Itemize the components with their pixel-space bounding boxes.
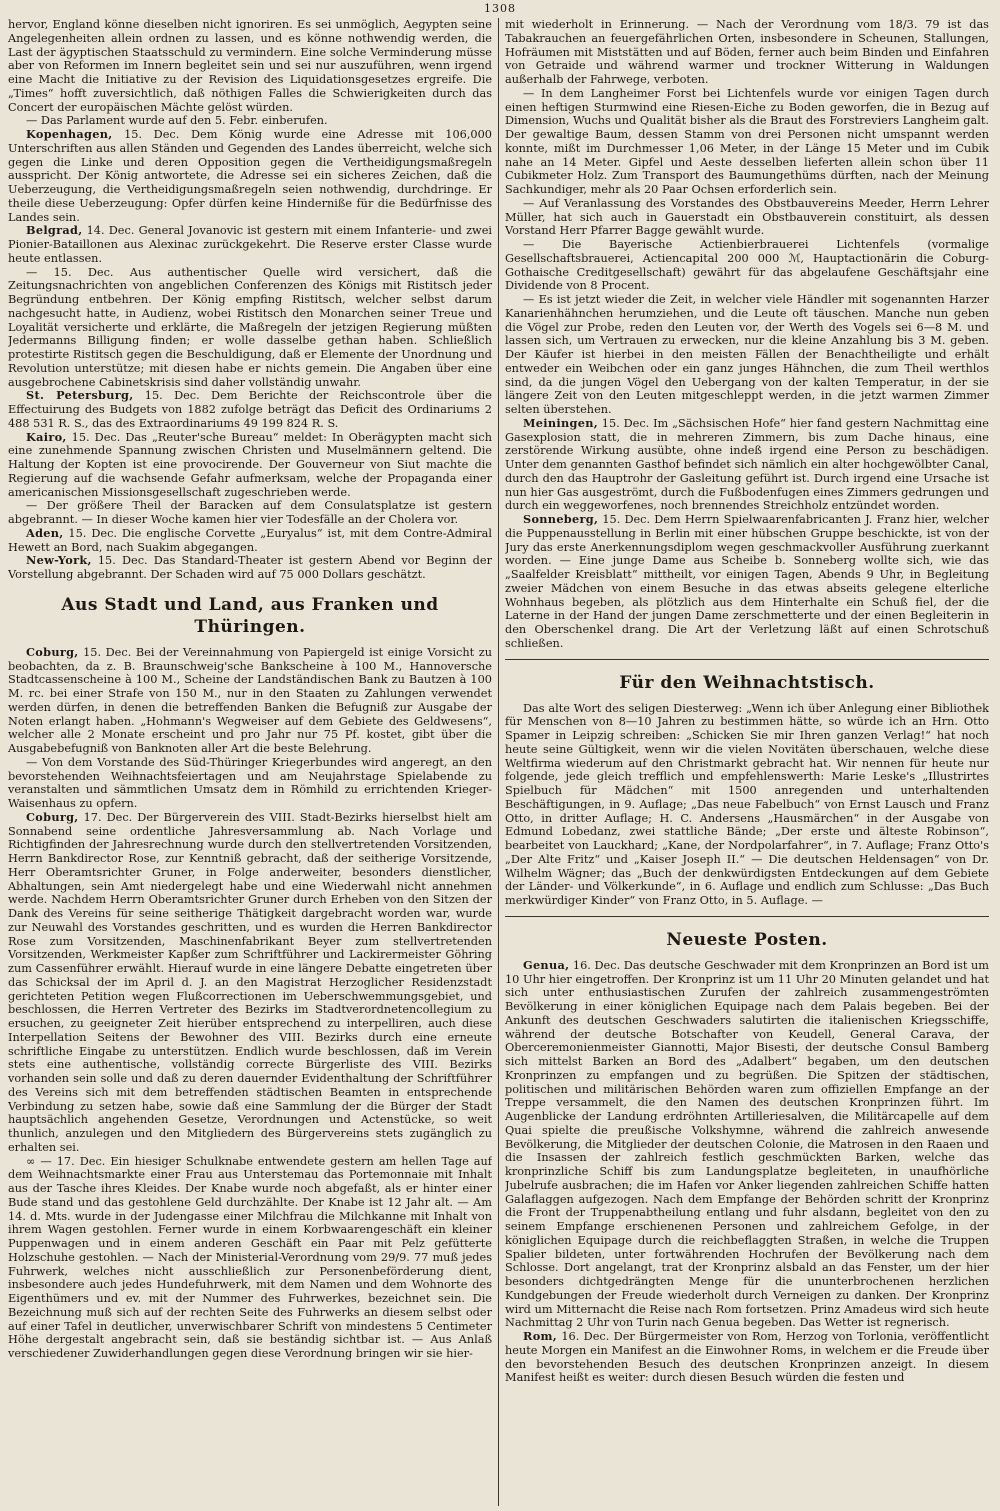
right-column <box>505 18 989 1506</box>
dateline: New-York, <box>26 553 92 568</box>
dateline: Sonneberg, <box>523 512 599 526</box>
dateline: Rom, <box>523 1329 558 1343</box>
article-paragraph: ∞ — 17. Dec. Ein hiesiger Schulknabe entwendete gestern am hellen Tage auf dem Weihnachtsmarkte einer Frau aus Unterstemau das Portemonnaie mit Inhalt aus der Tasche ihres Kleides. Der Knabe wurde noch abgefaßt, als er hinter einer Bude stand und das gestohlene Geld durchzählte. Der Knabe ist 12 Jahr alt. — Am 14. d. Mts. wurde in der Judengasse einer Milchfrau die Milchkanne mit Inhalt von ihrem Wagen gestohlen. Ferner wurde in einem Korbwaarengeschäft ein kleiner Puppenwagen und in einem anderen Geschäft ein Paar mit Pelz gefütterte Holzschuhe gestohlen. — Nach der Ministerial-Verordnung vom 29/9. 77 muß jedes Fuhrwerk, welches nicht ausschließlich zur Personenbeförderung dient, insbesondere auch jedes Hundefuhrwerk, mit dem Namen und dem Wohnorte des Eigenthümers und ev. mit der Nummer des Fuhrwerkes, bezeichnet sein. Die Bezeichnung muß sich auf der rechten Seite des Fuhrwerks an diesem selbst oder auf einer Tafel in deutlicher, unverwischbarer Schrift von mindestens 5 Centimeter Höhe dergestalt angebracht sein, daß sie beständig sichtbar ist. — Aus Anlaß verschiedener Zuwiderhandlungen gegen diese Verordnung bringen wir sie hier- <box>8 1154 492 1360</box>
article-paragraph: — Der größere Theil der Baracken auf dem Consulatsplatze ist gestern abgebrannt. — In dieser Woche kamen hier vier Todesfälle an der Cholera vor. <box>8 499 492 526</box>
article-text: 15. Dec. Das „Reuter'sche Bureau“ meldet: In Oberägypten macht sich eine zunehmende Spannung zwischen Christen und Muselmännern geltend. Die Haltung der Kopten ist eine provocirende. Der Gouverneur von Siut machte die Regierung auf die wachsende Gefahr aufmerksam, welche der Propaganda einer americanischen Missionsgesellschaft zugeschrieben werde. <box>8 430 492 499</box>
article-paragraph: — Die Bayerische Actienbierbrauerei Lichtenfels (vormalige Gesellschaftsbrauerei, Actiencapital 200 000 ℳ, Hauptactionärin die Coburg-Gothaische Creditgesellschaft) gewährt für das abgelaufene Geschäftsjahr eine Dividende von 8 Procent. <box>505 238 989 293</box>
dateline: St. Petersburg, <box>26 388 134 403</box>
article-paragraph <box>8 224 492 265</box>
column-divider <box>498 18 499 1506</box>
article-text: 16. Dec. Das deutsche Geschwader mit dem Kronprinzen an Bord ist um 10 Uhr hier eingetroffen. Der Kronprinz ist um 11 Uhr 20 Minuten gelandet und hat sich unter enthusiastischen Zurufen der zahlreich zusammengeströmten Bevölkerung in einer königlichen Equipage nach dem Palais begeben. Bei der Ankunft des deutschen Geschwaders salutirten die italienischen Kriegsschiffe, während der deutsche Botschafter von Keudell, General Carava, der Oberceremonienmeister Giannotti, Major Bisesti, der deutsche Consul Bamberg sich mittelst Barken an Bord des „Adalbert“ begaben, um den deutschen Kronprinzen zu empfangen und zu begrüßen. Die Spitzen der städtischen, politischen und militärischen Behörden waren zum offiziellen Empfange an der Treppe versammelt, die den Namen des deutschen Kronprinzen führt. Im Augenblicke der Landung erdröhnten Artilleriesalven, die Militärcapelle auf dem Quai spielte die preußische Volkshymne, während die zahlreich anwesende Bevölkerung, die Mitglieder der deutschen Colonie, die Matrosen in den Raaen und die Insassen der zahlreich festlich geschmückten Barken, welche das kronprinzliche Schiff bis zum Landungsplatze begleiteten, in unaufhörliche Jubelrufe ausbrachen; die im Hafen vor Anker liegenden zahlreichen Schiffe hatten Galaflaggen aufgezogen. Nach dem Empfange der Behörden schritt der Kronprinz die Front der Truppenabtheilung entlang und fuhr alsdann, begleitet von den zu seinem Empfange erschienenen Personen und zahlreichem Gefolge, in der königlichen Equipage durch die reichbeflaggten Straßen, in welche die Truppen Spalier bildeten, unter fortwährenden Hochrufen der Bevölkerung nach dem Schlosse. Dort angelangt, trat der Kronprinz alsbald an das Fenster, um der hier besonders dichtgedrängten Menge für die ununterbrochenen herzlichen Kundgebungen der Freude wiederholt durch Verneigen zu danken. Der Kronprinz wird um Mitternacht die Reise nach Rom fortsetzen. Prinz Amadeus wird sich heute Nachmittag 2 Uhr von Turin nach Genua begeben. Das Wetter ist regnerisch. <box>505 958 989 1330</box>
article-paragraph <box>8 389 492 430</box>
article-paragraph: hervor, England könne dieselben nicht ignoriren. Es sei unmöglich, Aegypten seine Angelegenheiten allein ordnen zu lassen, und es könne nothwendig werden, die Last der ägyptischen Staatsschuld zu vermindern. Eine solche Verminderung müsse aber von Reformen im Innern begleitet sein und sei nur auszuführen, wenn irgend eine Macht die Initiative zu der Revision des Liquidationsgesetzes ergreife. Die „Times“ hofft zuversichtlich, daß nöthigen Falles die Schwierigkeiten durch das Concert der europäischen Mächte gelöst würden. <box>8 18 492 114</box>
dateline: Kairo, <box>26 429 67 444</box>
article-paragraph: — Von dem Vorstande des Süd-Thüringer Kriegerbundes wird angeregt, an den bevorstehenden Weihnachtsfeiertagen und am Neujahrstage Spielabende zu veranstalten und sämmtlichen Umsatz dem in Römhild zu errichtenden Krieger-Waisenhaus zu opfern. <box>8 755 492 810</box>
article-paragraph: — In dem Langheimer Forst bei Lichtenfels wurde vor einigen Tagen durch einen heftigen Sturmwind eine Riesen-Eiche zu Boden geworfen, die in Bezug auf Dimension, Wuchs und Qualität bisher als die Braut des Forstreviers Langheim galt. Der gewaltige Baum, dessen Stamm von drei Personen nicht umspannt werden konnte, mißt im Durchmesser 1,06 Meter, in der Länge 15 Meter und im Cubik nahe an 14 Meter. Gipfel und Aeste desselben lieferten allein schon über 11 Cubikmeter Holz. Zum Transport des Baumungethüms dürften, nach der Meinung Sachkundiger, mehr als 20 Paar Ochsen erforderlich sein. <box>505 86 989 196</box>
dateline: Meiningen, <box>523 415 598 430</box>
page-number: 1308 <box>484 2 516 15</box>
article-paragraph: — Es ist jetzt wieder die Zeit, in welcher viele Händler mit sogenannten Harzer Kanarienhähnchen herumziehen, und die Leute oft täuschen. Manche nun geben die Vögel zur Probe, reden den Leuten vor, der Werth des Vogels sei 6—8 M. und lassen sich, um Vertrauen zu erwecken, nur die kleine Anzahlung bis 3 M. geben. Der Käufer ist hierbei in den meisten Fällen der Benachtheiligte und erhält entweder ein Weibchen oder ein ganz junges Hähnchen, die zum Theil werthlos sind, da die jungen Vögel den Uebergang von der kalten Temperatur, in der sie längere Zeit von den Leuten mitgeschleppt werden, in die jetzt warmen Zimmer selten überstehen. <box>505 293 989 416</box>
article-paragraph: Das alte Wort des seligen Diesterweg: „Wenn ich über Anlegung einer Bibliothek für Menschen von 8—10 Jahren zu bestimmen hätte, so würde ich an Hrn. Otto Spamer in Leipzig schreiben: „Schicken Sie mir Ihren ganzen Verlag!“ hat noch heute seine Gültigkeit, wenn wir die vielen Novitäten überschauen, welche diese Weltfirma wiederum auf den Christmarkt gebracht hat. Wir nennen für heute nur folgende, jede gleich trefflich und empfehlenswerth: Marie Leske's „Illustrirtes Spielbuch für Mädchen“ mit 1500 anregenden und unterhaltenden Beschäftigungen, in 9. Auflage; „Das neue Fabelbuch“ von Ernst Lausch und Franz Otto, in dritter Auflage; H. C. Andersens „Hausmärchen“ in der Ausgabe von Edmund Lobedanz, zwei stattliche Bände; „Der erste und älteste Robinson“, bearbeitet von Lauckhard; „Kane, der Nordpolarfahrer“, in 7. Auflage; Franz Otto's „Der Alte Fritz“ und „Kaiser Joseph II.“ — Die deutschen Heldensagen“ von Dr. Wilhelm Wägner; das „Buch der denkwürdigsten Entdeckungen auf dem Gebiete der Länder- und Völkerkunde“, in 6. Auflage und endlich zum Schlusse: „Das Buch merkwürdiger Kinder“ von Franz Otto, in 5. Auflage. — <box>505 701 989 907</box>
article-text: 15. Dec. Dem König wurde eine Adresse mit 106,000 Unterschriften aus allen Ständen und Gegenden des Landes überreicht, welche sich gegen die Linke und deren Opposition gegen die Vertheidigungsmaßregeln ausspricht. Der König antwortete, die Adresse sei ein sicheres Zeichen, daß die Ueberzeugung, die Vertheidigungsmaßregeln seien nothwendig, durchdringe. Er theile diese Ueberzeugung: Opfer dürfen keine Hinderniße für die Bedürfnisse des Landes sein. <box>8 128 492 224</box>
section-rule <box>505 659 989 660</box>
article-text: 15. Dec. Dem Herrn Spielwaarenfabricanten J. Franz hier, welcher die Puppenausstellung in Berlin mit einer hübschen Gruppe beschickte, ist von der Jury das erste Anerkennungsdiplom wegen geschmackvoller Ausführung zuerkannt worden. — Eine junge Dame aus Scheibe b. Sonneberg wollte sich, wie das „Saalfelder Kreisblatt“ mittheilt, vor einigen Tagen, Abends 9 Uhr, in Begleitung zweier Mädchen von einem Besuche in das etwas abseits gelegene elterliche Wohnhaus begeben, als plötzlich aus dem Hinterhalte ein Schuß fiel, der die Laterne in der Hand der jungen Dame zerschmetterte und der einen Begleiterin in den Oberschenkel drang. Die Art der Verletzung läßt auf einen Schrotschuß schließen. <box>505 513 989 650</box>
article-paragraph <box>8 431 492 500</box>
dateline: Coburg, <box>26 809 79 824</box>
article-text: 15. Dec. Im „Sächsischen Hofe“ hier fand gestern Nachmittag eine Gasexplosion statt, die in mehreren Zimmern, bis zum Dache hinaus, eine zerstörende Wirkung ausübte, ohne indeß irgend eine Person zu beschädigen. Unter dem genannten Gasthof befindet sich nämlich ein alter hochgewölbter Canal, durch den das Hauptrohr der Gasleitung geführt ist. Durch irgend eine Ursache ist nun hier Gas ausgeströmt, durch die Fußbodenfugen eines Zimmers gedrungen und durch ein weggeworfenes, noch brennendes Streichholz entzündet worden. <box>505 416 989 513</box>
section-heading: Für den Weihnachtstisch. <box>619 672 875 693</box>
dateline: Belgrad, <box>26 223 83 238</box>
article-paragraph <box>505 417 989 513</box>
section-heading: Aus Stadt und Land, aus Franken und Thüringen. <box>61 594 439 637</box>
article-paragraph <box>8 527 492 555</box>
article-paragraph: — Das Parlament wurde auf den 5. Febr. einberufen. <box>26 114 328 128</box>
left-column <box>8 18 492 1506</box>
article-paragraph <box>8 811 492 1155</box>
section-rule <box>505 916 989 917</box>
article-text: 16. Dec. Der Bürgermeister von Rom, Herzog von Torlonia, veröffentlicht heute Morgen ein Manifest an die Einwohner Roms, in welchem er die Freude über den bevorstehenden Besuch des deutschen Kronprinzen anzeigt. In diesem Manifest heißt es weiter: durch diesen Besuch würden die festen und <box>505 1330 989 1385</box>
article-text: 14. Dec. General Jovanovic ist gestern mit einem Infanterie- und zwei Pionier-Bataillonen aus Alexinac zurückgekehrt. Die Reserve erster Classe wurde heute entlassen. <box>8 224 492 265</box>
dateline: Coburg, <box>26 644 79 659</box>
article-paragraph: mit wiederholt in Erinnerung. — Nach der Verordnung vom 18/3. 79 ist das Tabakrauchen an feuergefährlichen Orten, insbesondere in Scheunen, Stallungen, Hofräumen mit Miststätten und auf Böden, ferner auch beim Binden und Einfahren von Getraide und während warmer und trockner Witterung in Waldungen außerhalb der Fahrwege, verboten. <box>505 18 989 86</box>
article-text: 15. Dec. Die englische Corvette „Euryalus“ ist, mit dem Contre-Admiral Hewett an Bord, nach Suakim abgegangen. <box>8 526 492 554</box>
article-paragraph <box>8 554 492 582</box>
article-paragraph <box>8 646 492 756</box>
article-paragraph: — Auf Veranlassung des Vorstandes des Obstbauvereins Meeder, Herrn Lehrer Müller, hat sich auch in Gauerstadt ein Obstbauverein constituirt, als dessen Vorstand Herr Pfarrer Bagge gewählt wurde. <box>505 196 989 238</box>
article-paragraph: — 15. Dec. Aus authentischer Quelle wird versichert, daß die Zeitungsnachrichten von angeblichen Conferenzen des Königs mit Ristitsch jeder Begründung entbehren. Der König empfing Ristitsch, welcher selbst darum nachgesucht hatte, in Audienz, wobei Ristitsch den Monarchen seiner Treue und Loyalität versicherte und erklärte, die Maßregeln der jetzigen Regierung müßten Jedermanns Billigung finden; er wolle dasselbe gethan haben. Schließlich protestirte Ristitsch gegen die Beschuldigung, daß er Elemente der Unordnung und Revolution unterstütze; mit diesen habe er nichts gemein. Die Angaben über eine ausgebrochene Cabinetskrisis sind daher vollständig unwahr. <box>8 265 492 389</box>
article-paragraph <box>8 128 492 224</box>
article-text: 17. Dec. Der Bürgerverein des VIII. Stadt-Bezirks hierselbst hielt am Sonnabend seine ordentliche Jahresversammlung ab. Nach Vorlage und Richtigfinden der Jahresrechnung wurde durch den stellvertretenden Vorsitzenden, Herrn Bankdirector Rose, zur Kenntniß gebracht, daß der seitherige Vorsitzende, Herr Oberamtsrichter Gruner, in Folge anderweiter, besonders dienstlicher, Abhaltungen, sein Amt niedergelegt habe und eine Wiederwahl nicht annehmen werde. Nachdem Herrn Oberamtsrichter Gruner durch Erheben von den Sitzen der Dank des Vereins für seine seitherige Thätigkeit dargebracht worden war, wurde zur Neuwahl des Vorstandes geschritten, und es wurden die Herren Bankdirector Rose zum Vorsitzenden, Maschinenfabrikant Beyer zum stellvertretenden Vorsitzenden, Werkmeister Kapßer zum Schriftführer und Lackirermeister Göhring zum Cassenführer erwählt. Hierauf wurde in eine längere Debatte eingetreten über das Schicksal der im April d. J. an den Magistrat Herzoglicher Residenzstadt gerichteten Petition wegen Flußcorrectionen im Ueberschwemmungsgebiet, und beschlossen, die Herren Vertreter des Bezirks im Stadtverordnetencollegium zu ersuchen, zu geeigneter Zeit hierüber entsprechend zu interpelliren, auch diese Interpellation Seitens der Bewohner des VIII. Bezirks durch eine erneute schriftliche Eingabe zu unterstützen. Endlich wurde beschlossen, daß im Verein stets eine authentische, vollständig correcte Bürgerliste des VIII. Bezirks vorhanden sein solle und daß zu deren dauernder Evidenthaltung der Schriftführer des Vereins sich mit dem betreffenden städtischen Beamten in entsprechende Verbindung zu setzen habe, sowie daß eine Sammlung der die Bürger der Stadt hauptsächlich angehenden Gesetze, Verordnungen und Actenstücke, so weit thunlich, anzulegen und den Mitgliedern des Bürgervereins stets zugänglich zu erhalten sei. <box>8 810 492 1154</box>
article-text: 15. Dec. Bei der Vereinnahmung von Papiergeld ist einige Vorsicht zu beobachten, da z. B. Braunschweig'sche Bankscheine à 100 M., Hannoversche Stadtcassenscheine à 100 M., Scheine der Landständischen Bank zu Bautzen à 100 M. rc. bei einer Strafe von 150 M., nur in den Staaten zu Zahlungen verwendet werden dürfen, in denen die betreffenden Banken die Befugniß zur Ausgabe der Noten erlangt haben. „Hohmann's Wegweiser auf dem Gebiete des Geldwesens“, welcher alle 2 Monate erscheint und pro Jahr nur 75 Pf. kostet, gibt über die Ausgabebefugniß von Banknoten aller Art die beste Belehrung. <box>8 645 492 755</box>
section-heading: Neueste Posten. <box>666 929 828 950</box>
dateline: Kopenhagen, <box>26 127 113 141</box>
article-paragraph <box>505 959 989 1330</box>
article-paragraph <box>505 1330 989 1385</box>
dateline: Aden, <box>26 525 64 540</box>
article-text: 15. Dec. Dem Berichte der Reichscontrole über die Effectuirung des Budgets von 1882 zufolge beträgt das Deficit des Ordinariums 2 488 531 R. S., das des Extraordinariums 49 199 824 R. S. <box>8 389 492 430</box>
article-paragraph <box>505 513 989 651</box>
article-text: 15. Dec. Das Standard-Theater ist gestern Abend vor Beginn der Vorstellung abgebrannt. Der Schaden wird auf 75 000 Dollars geschätzt. <box>8 554 492 581</box>
dateline: Genua, <box>523 957 570 972</box>
